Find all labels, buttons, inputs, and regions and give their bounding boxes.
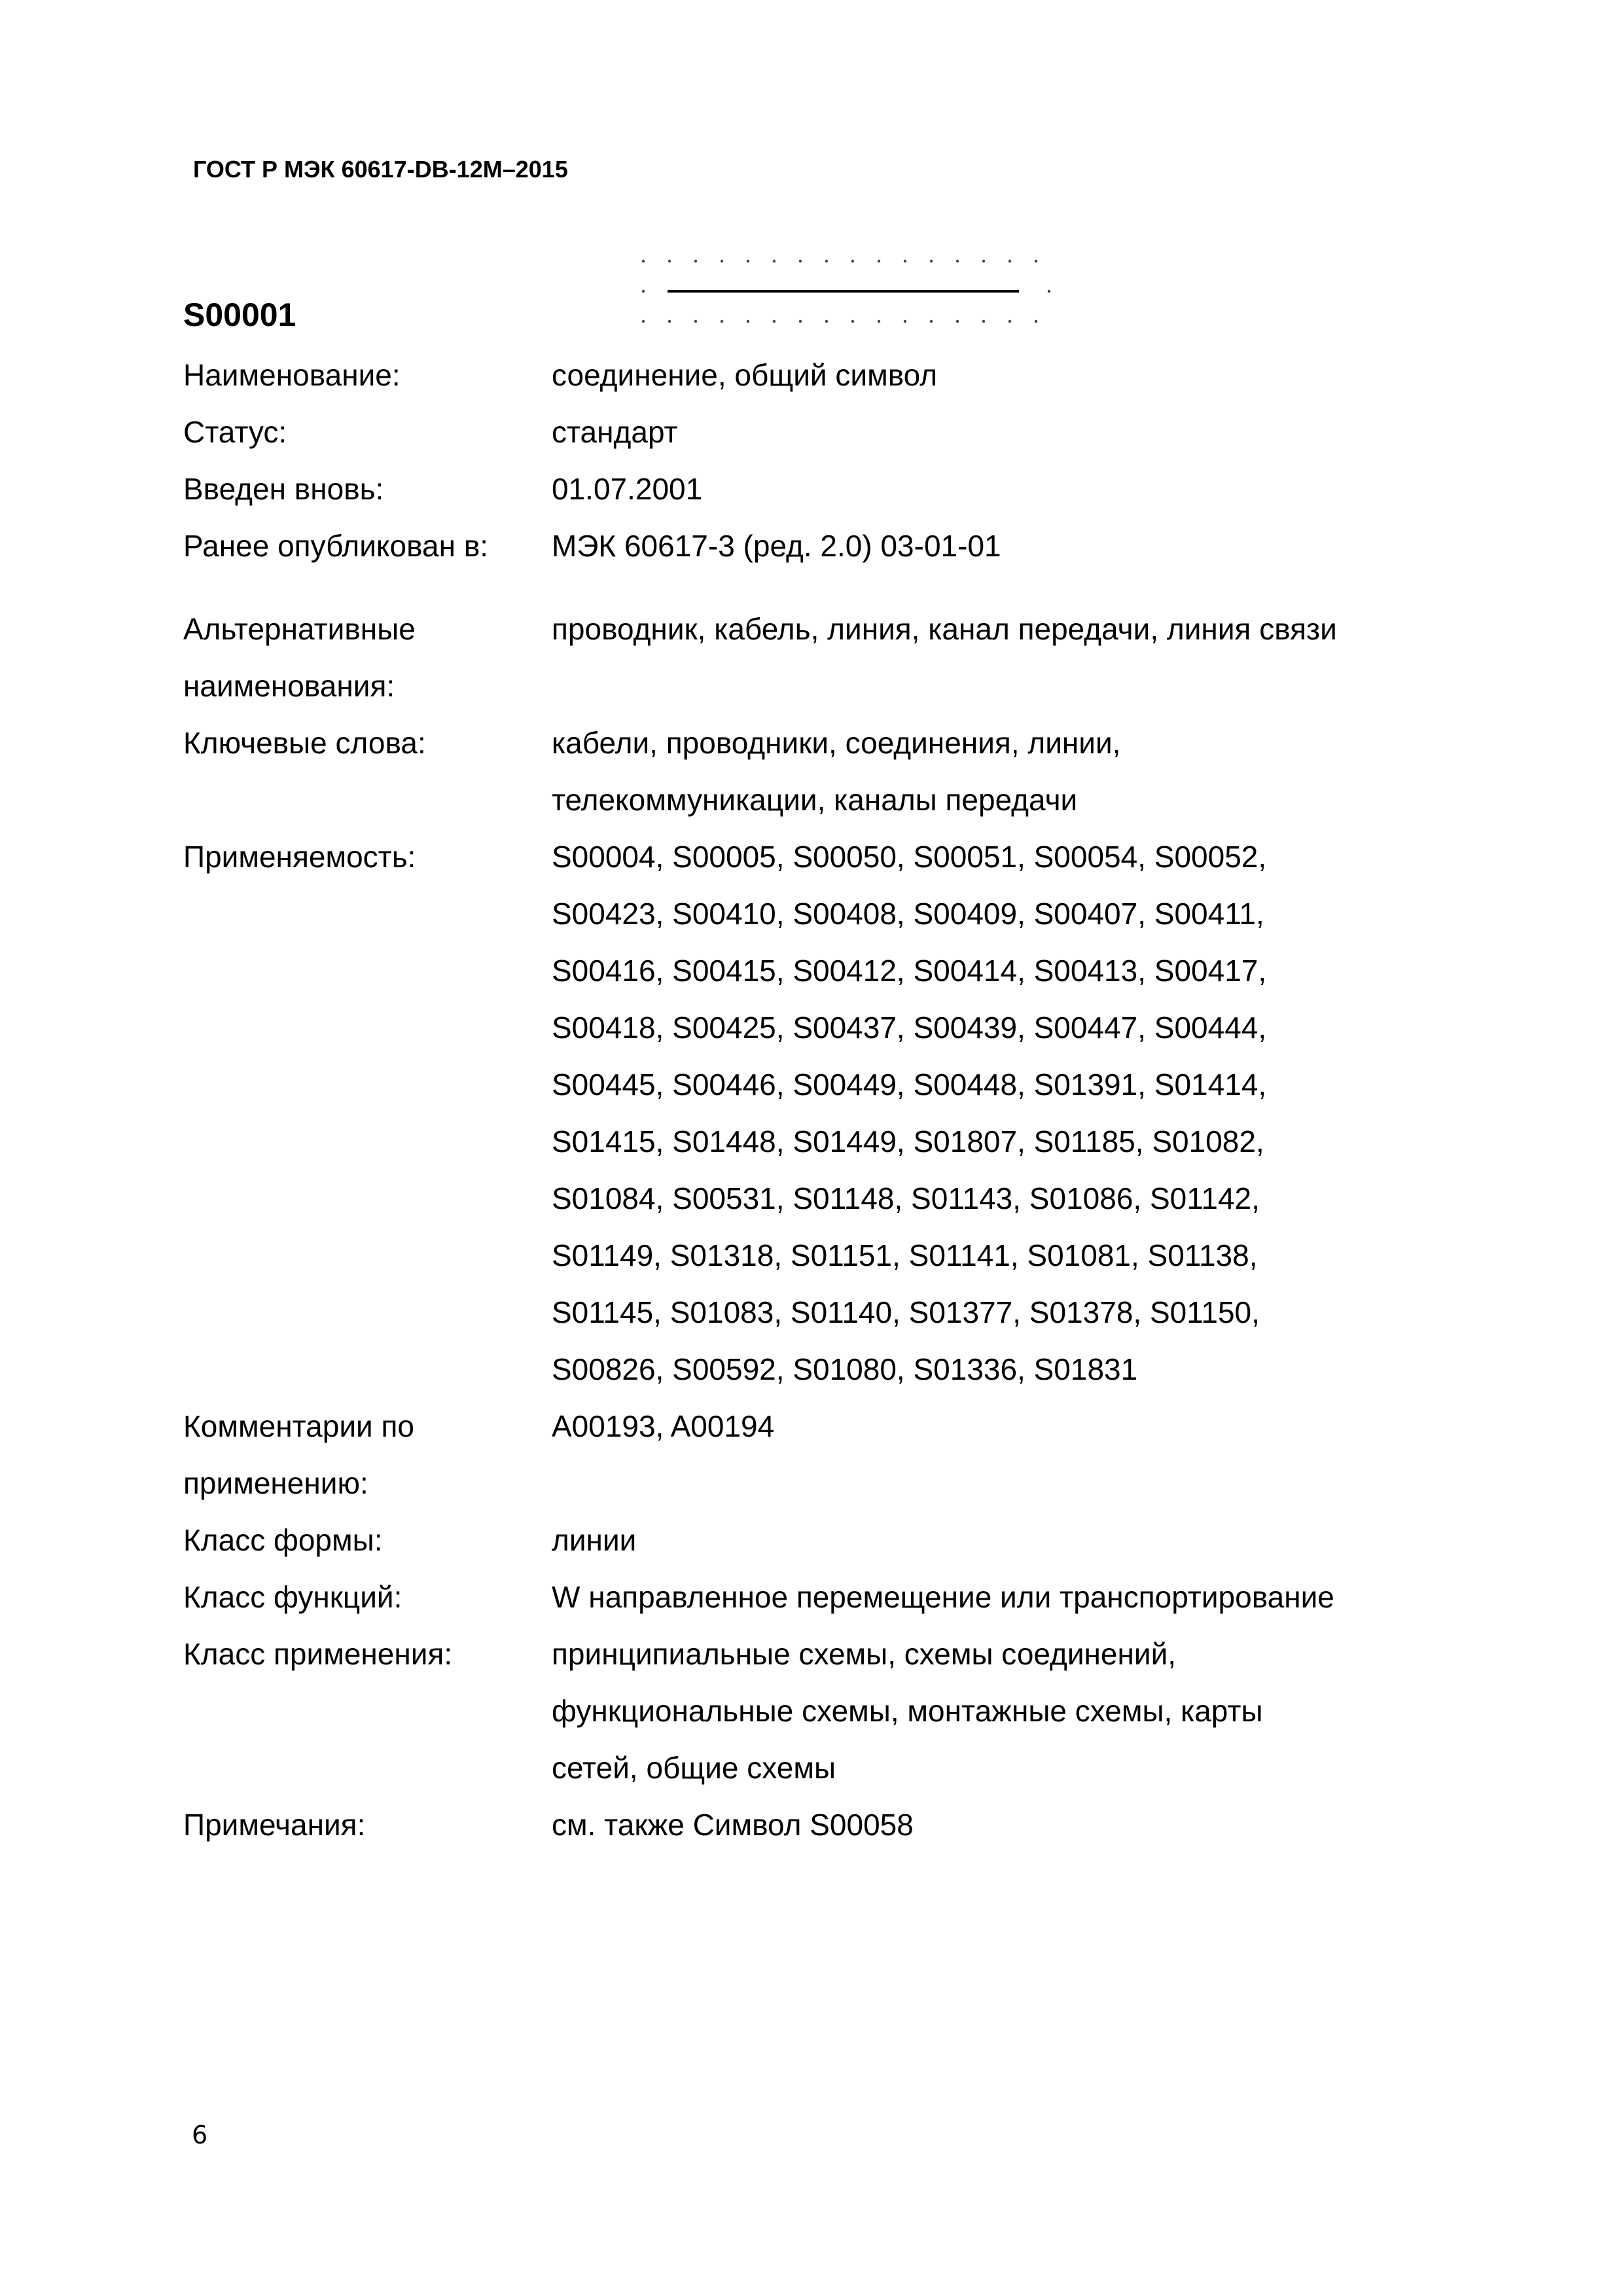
field-value: A00193, A00194 [552,1409,775,1443]
grid-dot [721,260,723,262]
field-label: Класс функций: [183,1580,402,1614]
grid-dot [773,260,776,262]
grid-dot [930,260,933,262]
grid-dot [668,320,671,323]
field-value: 01.07.2001 [552,472,703,506]
field-value: МЭК 60617-3 (ред. 2.0) 03-01-01 [552,529,1001,563]
grid-dot [1008,260,1011,262]
grid-dot [1035,260,1037,262]
grid-dot [825,320,828,323]
grid-dot [642,320,645,323]
grid-dot [799,320,802,323]
grid-dot [1035,320,1037,323]
grid-dot [747,260,749,262]
grid-dot [878,260,880,262]
field-label: Применяемость: [183,840,416,874]
field-value: кабели, проводники, соединения, линии, телекоммуникации, каналы передачи [552,726,1121,817]
grid-dot [668,260,671,262]
grid-dot [982,260,985,262]
field-label: Альтернативные наименования: [183,612,416,703]
field-value: S00004, S00005, S00050, S00051, S00054, S00052, S00423, S00410, S00408, S00409, S00407, S00411, S00416, S00415, S00412, S00414, S00413, S00417, S00418, S00425, S00437, S00439, S00447, S00444, S00445, S00446, S00449, S00448, S01391, S01414, S01415, S01448, S01449, S01807, S01185, S01082, S01084, S00531, S01148, S01143, S01086, S01142, S01149, S01318, S01151, S01141, S01081, S01138, S01145, S01083, S01140, S01377, S01378, S01150, S00826, S00592, S01080, S01336, S01831 [552,840,1267,1386]
field-value: принципиальные схемы, схемы соединений, функциональные схемы, монтажные схемы, карты сетей, общие схемы [552,1637,1263,1785]
field-label: Комментарии по применению: [183,1409,414,1500]
grid-dot [825,260,828,262]
field-label: Класс формы: [183,1523,383,1557]
grid-dot [642,290,645,293]
symbol-id: S00001 [183,296,296,333]
grid-dot [642,260,645,262]
field-label: Введен вновь: [183,472,384,506]
grid-dot [851,260,854,262]
grid-dot [956,320,959,323]
grid-dot [982,320,985,323]
grid-dot [1048,290,1050,293]
field-label: Класс применения: [183,1637,453,1671]
field-label: Примечания: [183,1808,366,1842]
grid-dot [904,260,906,262]
field-value: соединение, общий символ [552,358,938,392]
field-label: Ключевые слова: [183,726,426,760]
field-value: стандарт [552,415,678,449]
grid-dot [1008,320,1011,323]
grid-dot [878,320,880,323]
field-label: Статус: [183,415,287,449]
connection-symbol-graphic [632,252,1063,331]
grid-dot [904,320,906,323]
document-header: ГОСТ Р МЭК 60617-DB-12M–2015 [193,156,568,183]
page-number: 6 [192,2121,208,2149]
grid-dot [773,320,776,323]
grid-dot [694,320,697,323]
field-value: проводник, кабель, линия, канал передачи, линия связи [552,612,1337,646]
grid-dot [851,320,854,323]
field-value: линии [552,1523,637,1557]
grid-dot [747,320,749,323]
field-label: Ранее опубликован в: [183,529,489,563]
field-value: см. также Символ S00058 [552,1808,914,1842]
grid-dot [799,260,802,262]
grid-dot [721,320,723,323]
field-label: Наименование: [183,358,401,392]
field-value: W направленное перемещение или транспортирование [552,1580,1334,1614]
grid-dot [930,320,933,323]
grid-dot [956,260,959,262]
grid-dot [694,260,697,262]
